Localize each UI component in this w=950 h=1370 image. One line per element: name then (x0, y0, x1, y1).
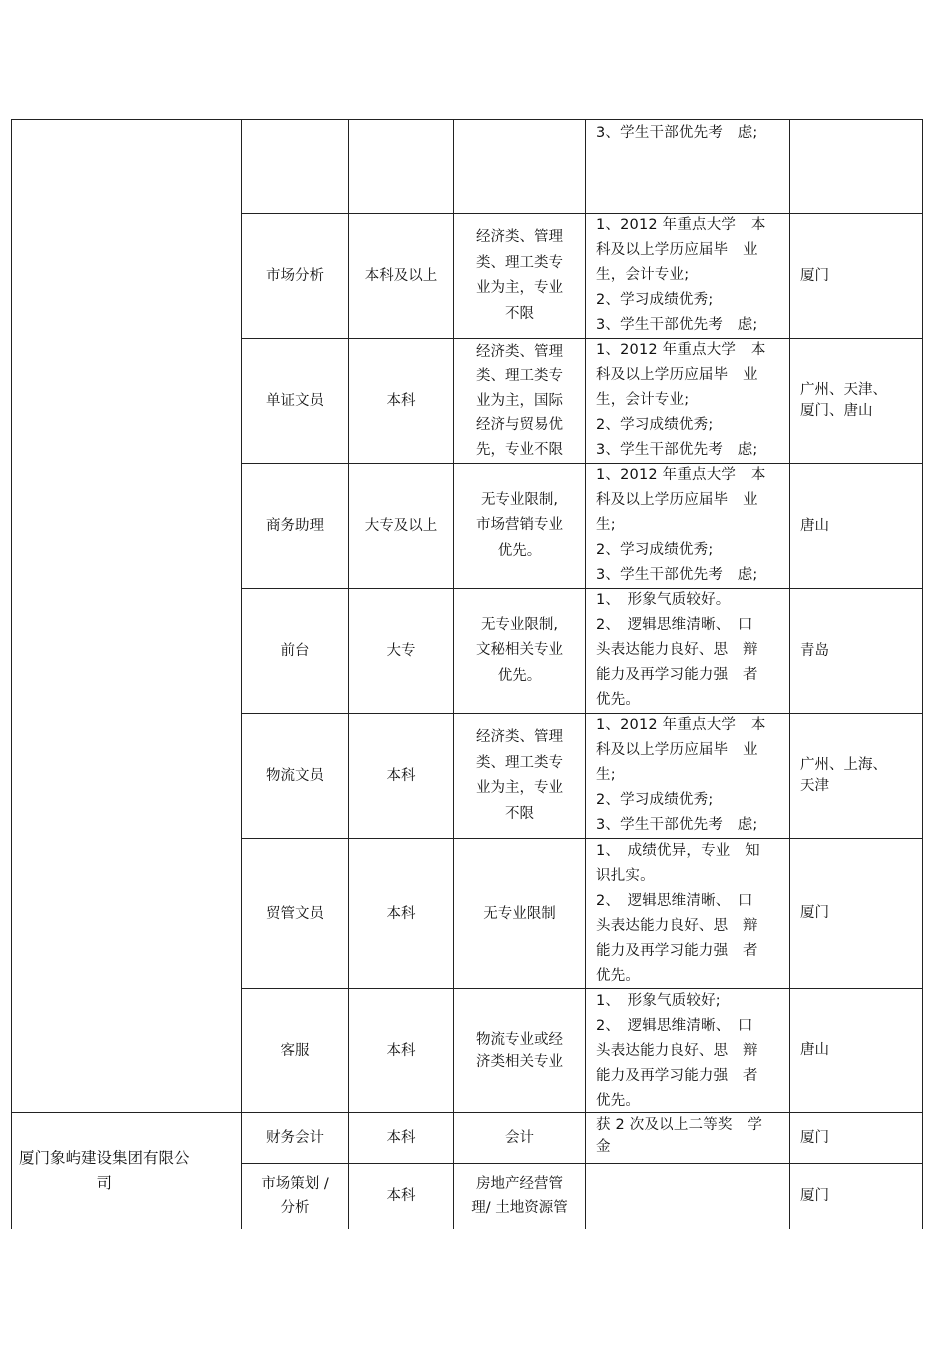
requirement-line: 1、2012 年重点大学 本 (596, 217, 766, 233)
requirement-line: 3、学生干部优先考 虑; (596, 817, 758, 833)
requirement-line: 头表达能力良好、思 辩 (596, 918, 758, 934)
position-cell: 物流文员 (266, 768, 324, 784)
requirement-line: 生; (596, 767, 616, 783)
requirements-cell (586, 121, 789, 146)
requirements-cell (586, 213, 789, 338)
requirement-line: 1、 成绩优异，专业 知 (596, 843, 760, 859)
major-line: 房地产经营管 (476, 1176, 563, 1192)
education-cell: 本科及以上 (364, 268, 438, 284)
location-cell (800, 464, 918, 588)
requirement-line: 科及以上学历应届毕 业 (596, 242, 758, 258)
requirement-line: 2、学习成绩优秀; (596, 292, 714, 308)
major-line: 不限 (505, 305, 534, 322)
requirement-line: 2、学习成绩优秀; (596, 542, 714, 558)
location-line: 广州、天津、 (800, 382, 887, 398)
requirement-line: 2、 逻辑思维清晰、 口 (596, 893, 753, 909)
company-name-cell (19, 1113, 241, 1229)
requirements-cell (586, 338, 789, 463)
requirement-line: 金 (596, 1139, 611, 1155)
major-line: 类、理工类专 (476, 754, 563, 771)
location-line: 青岛 (800, 642, 829, 659)
location-cell (800, 589, 918, 713)
major-line: 会计 (505, 1130, 534, 1146)
major-line: 物流专业或经 (476, 1031, 563, 1048)
education-cell: 本科 (386, 1188, 416, 1204)
company-name-line: 厦门象屿建设集团有限公 (19, 1149, 190, 1167)
location-line: 唐山 (800, 517, 829, 534)
requirements-cell (586, 839, 789, 989)
location-line: 唐山 (800, 1042, 829, 1058)
requirements-cell (586, 588, 789, 713)
requirement-line: 能力及再学习能力强 者 (596, 1068, 758, 1084)
location-cell (800, 214, 918, 338)
requirement-line: 头表达能力良好、思 辩 (596, 642, 758, 658)
requirement-line: 能力及再学习能力强 者 (596, 943, 758, 959)
requirements-cell (586, 1114, 789, 1158)
major-cell (454, 589, 585, 713)
location-line: 厦门 (800, 1187, 829, 1204)
major-line: 业为主，专业 (476, 280, 563, 296)
requirement-line: 3、学生干部优先考 虑; (596, 567, 758, 583)
requirement-line: 生，会计专业; (596, 267, 690, 283)
requirement-line: 1、 形象气质较好。 (596, 592, 731, 608)
education-cell: 本科 (386, 1042, 416, 1059)
position-line: 财务会计 (266, 1130, 324, 1146)
table-border-left (11, 119, 12, 1229)
requirement-line: 1、2012 年重点大学 本 (596, 467, 766, 483)
requirement-line: 3、学生干部优先考 虑; (596, 442, 758, 458)
row-divider (241, 1163, 923, 1164)
requirement-line: 优先。 (596, 692, 641, 708)
major-line: 经济类、管理 (476, 343, 563, 360)
education-cell: 本科 (386, 1130, 416, 1146)
requirement-line: 优先。 (596, 1093, 641, 1109)
table-border-right (922, 119, 923, 1229)
requirement-line: 科及以上学历应届毕 业 (596, 492, 758, 508)
major-line: 无专业限制 (483, 905, 556, 922)
table-border-top (11, 119, 923, 120)
major-line: 业为主，国际 (476, 392, 563, 409)
major-line: 类、理工类专 (476, 368, 563, 385)
position-cell: 商务助理 (266, 518, 324, 534)
requirement-line: 2、 逻辑思维清晰、 口 (596, 617, 753, 633)
requirement-line: 2、学习成绩优秀; (596, 417, 714, 433)
major-line: 先，专业不限 (476, 441, 563, 458)
major-line: 无专业限制, (480, 616, 559, 633)
column-divider (789, 119, 790, 1229)
location-line: 厦门 (800, 905, 829, 921)
major-line: 理/ 土地资源管 (471, 1200, 568, 1216)
requirement-line: 头表达能力良好、思 辩 (596, 1043, 758, 1059)
requirement-line: 1、2012 年重点大学 本 (596, 717, 766, 733)
requirement-line: 优先。 (596, 968, 641, 984)
position-cell (242, 1113, 348, 1163)
major-line: 经济类、管理 (476, 229, 563, 245)
major-line: 类、理工类专 (476, 254, 563, 271)
requirement-line: 生，会计专业; (596, 392, 690, 408)
requirement-line: 科及以上学历应届毕 业 (596, 367, 758, 383)
location-cell (800, 1170, 918, 1222)
major-line: 无专业限制, (480, 491, 559, 508)
requirement-line: 3、学生干部优先考 虑; (596, 125, 758, 141)
location-cell (800, 1113, 918, 1163)
position-cell: 前台 (280, 643, 310, 659)
company-name-line: 司 (96, 1174, 113, 1192)
position-cell: 市场分析 (266, 268, 324, 284)
position-cell: 客服 (280, 1042, 310, 1059)
position-cell (242, 1170, 348, 1222)
location-cell (800, 839, 918, 988)
major-cell (454, 839, 585, 988)
requirement-line: 1、2012 年重点大学 本 (596, 342, 766, 358)
education-cell: 大专 (386, 643, 416, 659)
location-cell (800, 714, 918, 838)
major-line: 不限 (505, 805, 534, 822)
position-cell: 贸管文员 (266, 905, 324, 922)
education-cell: 大专及以上 (364, 518, 438, 534)
location-cell (800, 339, 918, 463)
major-line: 优先。 (497, 542, 542, 559)
major-cell (454, 464, 585, 588)
position-line: 市场策划 / (261, 1176, 329, 1192)
education-cell: 本科 (386, 393, 416, 409)
requirement-line: 能力及再学习能力强 者 (596, 667, 758, 683)
location-line: 天津 (800, 778, 829, 794)
major-line: 经济类、管理 (476, 729, 563, 745)
location-line: 厦门、唐山 (800, 403, 873, 419)
major-line: 市场营销专业 (476, 517, 563, 534)
location-cell (800, 989, 918, 1112)
location-line: 广州、上海、 (800, 757, 887, 773)
position-cell: 单证文员 (266, 393, 324, 409)
major-cell (454, 1113, 585, 1163)
education-cell: 本科 (386, 768, 416, 784)
major-line: 济类相关专业 (476, 1053, 563, 1070)
major-cell (454, 1170, 585, 1222)
requirements-cell (586, 463, 789, 588)
major-line: 业为主，专业 (476, 780, 563, 796)
major-cell (454, 989, 585, 1112)
requirement-line: 获 2 次及以上二等奖 学 (596, 1117, 763, 1133)
major-line: 文秘相关专业 (476, 642, 563, 659)
requirement-line: 2、学习成绩优秀; (596, 792, 714, 808)
major-cell (454, 214, 585, 338)
location-line: 厦门 (800, 267, 829, 284)
requirement-line: 3、学生干部优先考 虑; (596, 317, 758, 333)
position-line: 分析 (280, 1200, 310, 1216)
requirement-line: 1、 形象气质较好; (596, 993, 721, 1009)
major-cell (454, 714, 585, 838)
requirement-line: 生; (596, 517, 616, 533)
education-cell: 本科 (386, 905, 416, 922)
requirement-line: 科及以上学历应届毕 业 (596, 742, 758, 758)
requirement-line: 识扎实。 (596, 868, 655, 884)
requirements-cell (586, 989, 789, 1114)
major-line: 经济与贸易优 (476, 417, 563, 434)
requirement-line: 2、 逻辑思维清晰、 口 (596, 1018, 753, 1034)
requirements-cell (586, 713, 789, 838)
location-line: 厦门 (800, 1129, 829, 1146)
major-line: 优先。 (497, 667, 542, 684)
major-cell (454, 339, 585, 463)
